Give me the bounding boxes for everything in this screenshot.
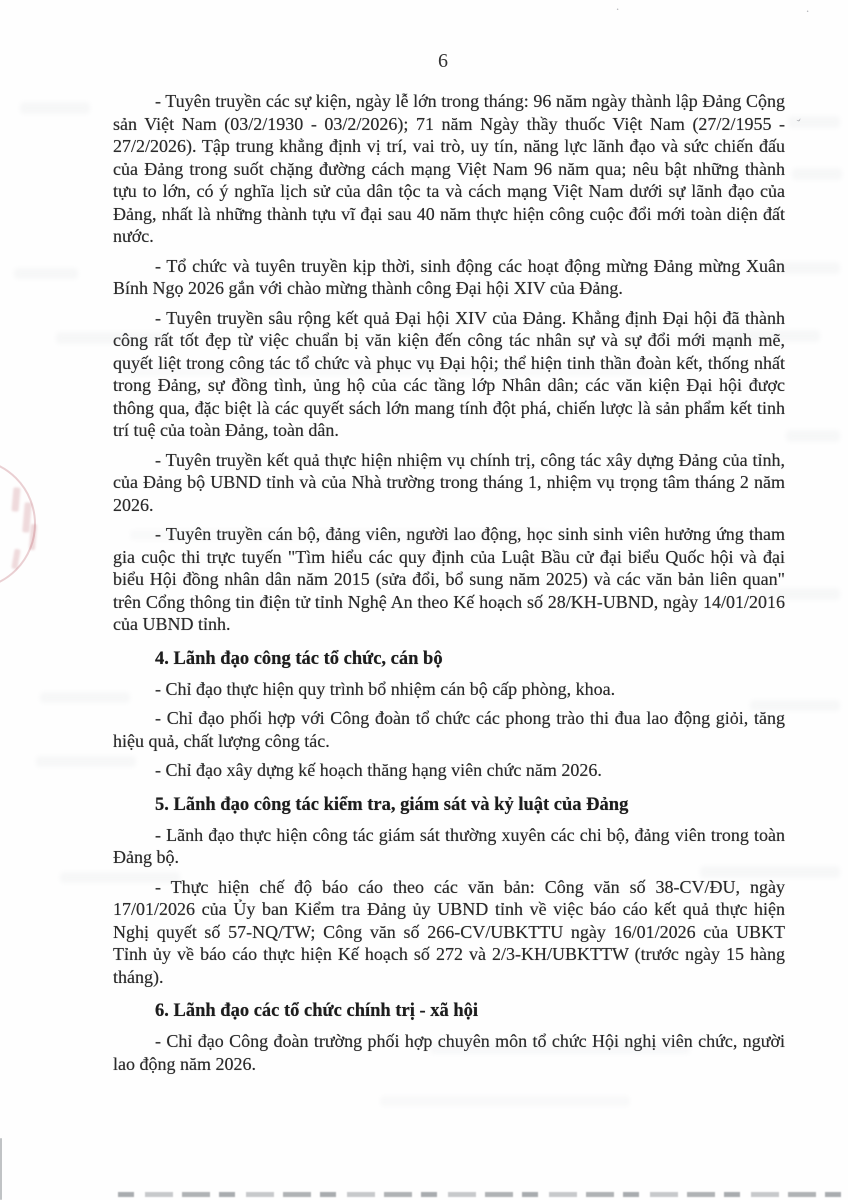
paragraph: - Chỉ đạo Công đoàn trường phối hợp chuyên môn tổ chức Hội nghị viên chức, người lao động năm 2026. [113,1031,785,1074]
paragraph: - Tuyên truyền kết quả thực hiện nhiệm vụ chính trị, công tác xây dựng Đảng của tỉnh, của Đảng bộ UBND tỉnh và của Nhà trường trong tháng 1, nhiệm vụ trọng tâm tháng 2 năm 2026. [113,449,785,515]
paragraph: - Tuyên truyền cán bộ, đảng viên, người lao động, học sinh sinh viên hưởng ứng tham gia cuộc thi trực tuyến "Tìm hiểu các quy định của Luật Bầu cử đại biểu Quốc hội và đại biểu Hội đồng nhân dân năm 2015 (sửa đổi, bổ sung năm 2025) và các văn bản liên quan" trên Cổng thông tin điện tử tỉnh Nghệ An theo Kế hoạch số 28/KH-UBND, ngày 14/01/2016 của UBND tỉnh. [113,524,785,634]
scan-smudge [786,430,840,442]
scan-smudge [14,268,78,279]
stamp-text-artifact [11,487,20,512]
scan-edge-line [0,1138,2,1200]
paragraph: - Lãnh đạo thực hiện công tác giám sát thường xuyên các chi bộ, đảng viên trong toàn Đảng bộ. [113,824,785,867]
paragraph: - Chỉ đạo thực hiện quy trình bổ nhiệm cán bộ cấp phòng, khoa. [155,678,616,699]
stamp-text-artifact [29,524,37,550]
scan-smudge [788,116,840,128]
paragraph: - Tuyên truyền các sự kiện, ngày lễ lớn trong tháng: 96 năm ngày thành lập Đảng Cộng sản Việt Nam (03/2/1930 - 03/2/2026); 71 năm Ngày thầy thuốc Việt Nam (27/2/1955 - 27/2/2026). Tập trung khẳng định vị trí, vai trò, uy tín, năng lực lãnh đạo và sức chiến đấu của Đảng trong suốt chặng đường cách mạng Việt Nam 96 năm qua; nêu bật những thành tựu to lớn, có ý nghĩa lịch sử của dân tộc ta và cách mạng Việt Nam dưới sự lãnh đạo của Đảng, nhất là những thành tựu vĩ đại sau 40 năm thực hiện công cuộc đổi mới toàn diện đất nước. [113,91,785,246]
scan-speck: . [616,0,620,13]
page-number: 6 [438,50,448,72]
section-heading: 5. Lãnh đạo công tác kiểm tra, giám sát và kỷ luật của Đảng [155,794,629,815]
stamp-artifact [0,458,36,590]
scan-smudge [20,102,90,114]
paragraph: - Tổ chức và tuyên truyền kịp thời, sinh động các hoạt động mừng Đảng mừng Xuân Bính Ngọ 2026 gắn với chào mừng thành công Đại hội XIV của Đảng. [113,255,785,298]
stamp-text-artifact [22,502,32,532]
paragraph: - Chỉ đạo phối hợp với Công đoàn tổ chức các phong trào thi đua lao động giỏi, tăng hiệu quả, chất lượng công tác. [113,708,785,751]
scan-edge-band [118,1192,848,1197]
paragraph: - Tuyên truyền sâu rộng kết quả Đại hội XIV của Đảng. Khẳng định Đại hội đã thành công rất tốt đẹp từ việc chuẩn bị văn kiện đến công tác nhân sự và sự đổi mới mạnh mẽ, quyết liệt trong công tác tổ chức và phục vụ Đại hội; thể hiện tinh thần đoàn kết, thống nhất trong Đảng, sự đồng tình, ủng hộ của các tầng lớp Nhân dân; các văn kiện Đại hội được thông qua, đặc biệt là các quyết sách lớn mang tính đột phá, chiến lược là sản phẩm kết tinh trí tuệ của toàn Đảng, toàn dân. [113,307,785,440]
scan-smudge [380,1096,630,1106]
paragraph: - Chỉ đạo xây dựng kế hoạch thăng hạng viên chức năm 2026. [155,760,602,780]
scan-speck: ˇ [795,115,805,132]
section-heading: 6. Lãnh đạo các tổ chức chính trị - xã hội [155,1001,479,1021]
scan-speck: . [806,0,810,15]
stamp-text-artifact [11,549,20,570]
scan-smudge [778,262,840,274]
paragraph: - Thực hiện chế độ báo cáo theo các văn bản: Công văn số 38-CV/ĐU, ngày 17/01/2026 của Ủy ban Kiểm tra Đảng ủy UBND tỉnh về việc báo cáo kết quả thực hiện Nghị quyết số 57-NQ/TW; Công văn số 266-CV/UBKTTU ngày 16/01/2026 của UBKT Tỉnh ủy về báo cáo thực hiện Kế hoạch số 272 và 2/3-KH/UBKTTW (trước ngày 15 hàng tháng). [113,876,785,987]
scan-smudge [792,168,842,180]
section-heading: 4. Lãnh đạo công tác tổ chức, cán bộ [155,648,443,669]
document-body [113,90,785,1075]
